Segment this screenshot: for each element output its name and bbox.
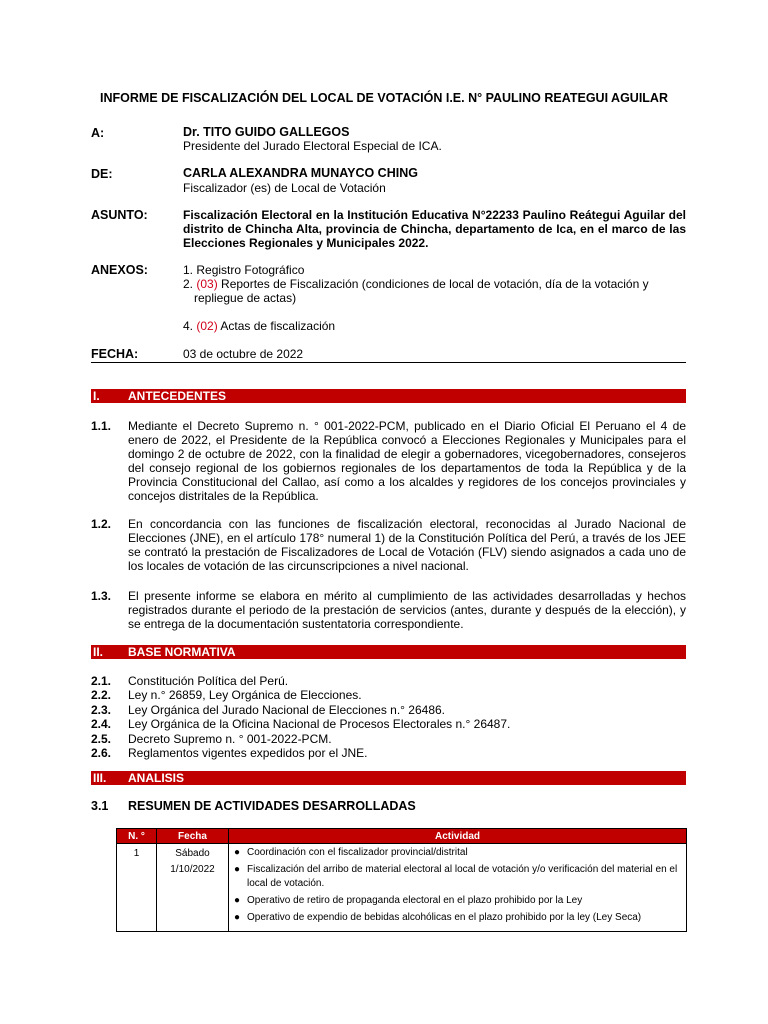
annex-item: 1. Registro Fotográfico [183, 263, 305, 277]
to-label: A: [91, 126, 105, 140]
list-item: ● Operativo de retiro de propaganda electoral en el plazo prohibido por la Ley [234, 895, 583, 906]
column-header: Fecha [157, 829, 229, 844]
from-role: Fiscalizador (es) de Local de Votación [183, 181, 386, 195]
document-title: INFORME DE FISCALIZACIÓN DEL LOCAL DE VOTACIÓN I.E. N° PAULINO REATEGUI AGUILAR [100, 91, 668, 105]
table-header-row [117, 829, 687, 844]
activities-table [116, 828, 687, 932]
to-name: Dr. TITO GUIDO GALLEGOS [183, 125, 350, 139]
annex-quantity: (02) [196, 319, 218, 333]
subject-label: ASUNTO: [91, 208, 148, 222]
annex-item: 4. (02) Actas de fiscalización [183, 319, 336, 333]
section-header-analisis: III. ANALISIS [91, 771, 686, 785]
legal-basis-list [91, 674, 686, 760]
header-divider [91, 362, 686, 363]
table-row [117, 844, 687, 932]
list-item: 2.2. Ley n.° 26859, Ley Orgánica de Elecciones. [91, 688, 362, 703]
date-value: 03 de octubre de 2022 [183, 347, 304, 361]
annex-item-continuation: repliegue de actas) [194, 291, 297, 305]
subject-text: Fiscalización Electoral en la Institución Educativa N°22233 Paulino Reátegui Aguilar del distrito de Chincha Alta, provincia de Chincha, departamento de Ica, en el marco de las Elecciones Regionales y Municipales 2022. [183, 208, 686, 250]
document-page: INFORME DE FISCALIZACIÓN DEL LOCAL DE VOTACIÓN I.E. N° PAULINO REATEGUI AGUILAR A: Dr. TITO GUIDO GALLEGOS Presidente del Jurado Electoral Especial de ICA. DE: CARLA ALEXANDRA MUNAYCO CHING Fiscalizador (es) de Local de Votación ASUNTO: Fiscalización Electoral en la Institución Educativa N°22233 Paulino Reátegui Aguilar del distrito de Chincha Alta, provincia de Chincha, departamento de Ica, en el marco de las Elecciones Regionales y Municipales 2022. ANEXOS: 1. Registro Fotográfico 2. (03) Reportes de Fiscalización (condiciones de local de votación, día de la votación y repliegue de actas) 4. (02) Actas de fiscalización FECHA: 03 de octubre de 2022 I. ANTECEDENTES 1.1. Mediante el Decreto Supremo n. ° 001-2022-PCM, publicado en el Diario Oficial El Peruano el 4 de enero de 2022, el Presidente de la República convocó a Elecciones Regionales y Municipales para el domingo 2 de octubre de 2022, con la finalidad de elegir a gobernadores, vicegobernadores, consejeros del consejo regional de los gobiernos regionales de los departamentos de toda la República y de la Provincia Constitucional del Callao, así como a los alcaldes y regidores de los concejos provinciales y concejos distritales de la República. 1.2. En concordancia con las funciones de fiscalización electoral, reconocidas al Jurado Nacional de Elecciones (JNE), en el artículo 178° numeral 1) de la Constitución Política del Perú, a través de los JEE se contrató la prestación de Fiscalizadores de Local de Votación (FLV) siendo asignados a cada uno de los locales de votación de las circunscripciones a nivel nacional. 1.3. El presente informe se elabora en mérito al cumplimiento de las actividades desarrolladas y hechos registrados durante el periodo de la prestación de servicios (antes, durante y después de la elección), y se entrega de la documentación sustentatoria correspondiente. II. BASE NORMATIVA 2.1. Constitución Política del Perú. 2.2. Ley n.° 26859, Ley Orgánica de Elecciones. 2.3. Ley Orgánica del Jurado Nacional de Elecciones n.° 26486. 2.4. Ley Orgánica de la Oficina Nacional de Procesos Electorales n.° 26487. 2.5. Decreto Supremo n. ° 001-2022-PCM. 2.6. Reglamentos vigentes expedidos por el JNE. III. ANALISIS 3.1 RESUMEN DE ACTIVIDADES DESARROLLADAS N. ° Fecha Actividad 1 Sábado 1/10/2022 ● Coordinación con el fiscalizador provincial/distrital ● Fiscalización del arribo de material electoral al local de votación y/o verificación del material en el local de votación. ● Operativo de retiro de propaganda electoral en el plazo prohibido por la Ley ● Operativo de expendio de bebidas alcohólicas en el plazo prohibido por la ley (Ley Seca) [0, 0, 768, 1024]
row-date: Sábado 1/10/2022 [157, 844, 229, 932]
list-item: 2.1. Constitución Política del Perú. [91, 674, 289, 688]
bullet-icon: ● [234, 864, 241, 875]
list-item: 2.5. Decreto Supremo n. ° 001-2022-PCM. [91, 731, 332, 746]
column-header: N. ° [117, 829, 157, 844]
row-number: 1 [117, 844, 157, 932]
row-activities [229, 844, 687, 932]
list-item: ● Coordinación con el fiscalizador provincial/distrital [234, 847, 468, 858]
list-item: ● Operativo de expendio de bebidas alcohólicas en el plazo prohibido por la ley (Ley Seca) [234, 912, 642, 923]
bullet-icon: ● [234, 895, 241, 906]
list-item: ● Fiscalización del arribo de material electoral al local de votación y/o verificación del material en el local de votación. [234, 864, 678, 889]
annexes-label: ANEXOS: [91, 263, 148, 277]
bullet-icon: ● [234, 847, 241, 858]
column-header: Actividad [229, 829, 687, 844]
date-label: FECHA: [91, 347, 139, 361]
list-item: 2.3. Ley Orgánica del Jurado Nacional de Elecciones n.° 26486. [91, 702, 445, 717]
from-name: CARLA ALEXANDRA MUNAYCO CHING [183, 166, 418, 180]
annex-item: 2. (03) Reportes de Fiscalización (condiciones de local de votación, día de la votación y [183, 277, 649, 291]
to-role: Presidente del Jurado Electoral Especial de ICA. [183, 139, 442, 153]
subsection-title: 3.1 RESUMEN DE ACTIVIDADES DESARROLLADAS [91, 799, 416, 813]
list-item: 2.6. Reglamentos vigentes expedidos por el JNE. [91, 745, 368, 760]
section-header-antecedentes: I. ANTECEDENTES [91, 389, 686, 403]
from-label: DE: [91, 167, 113, 181]
list-item: 2.4. Ley Orgánica de la Oficina Nacional de Procesos Electorales n.° 26487. [91, 717, 511, 732]
annex-quantity: (03) [196, 277, 218, 291]
section-header-base-normativa: II. BASE NORMATIVA [91, 645, 686, 659]
bullet-icon: ● [234, 912, 241, 923]
